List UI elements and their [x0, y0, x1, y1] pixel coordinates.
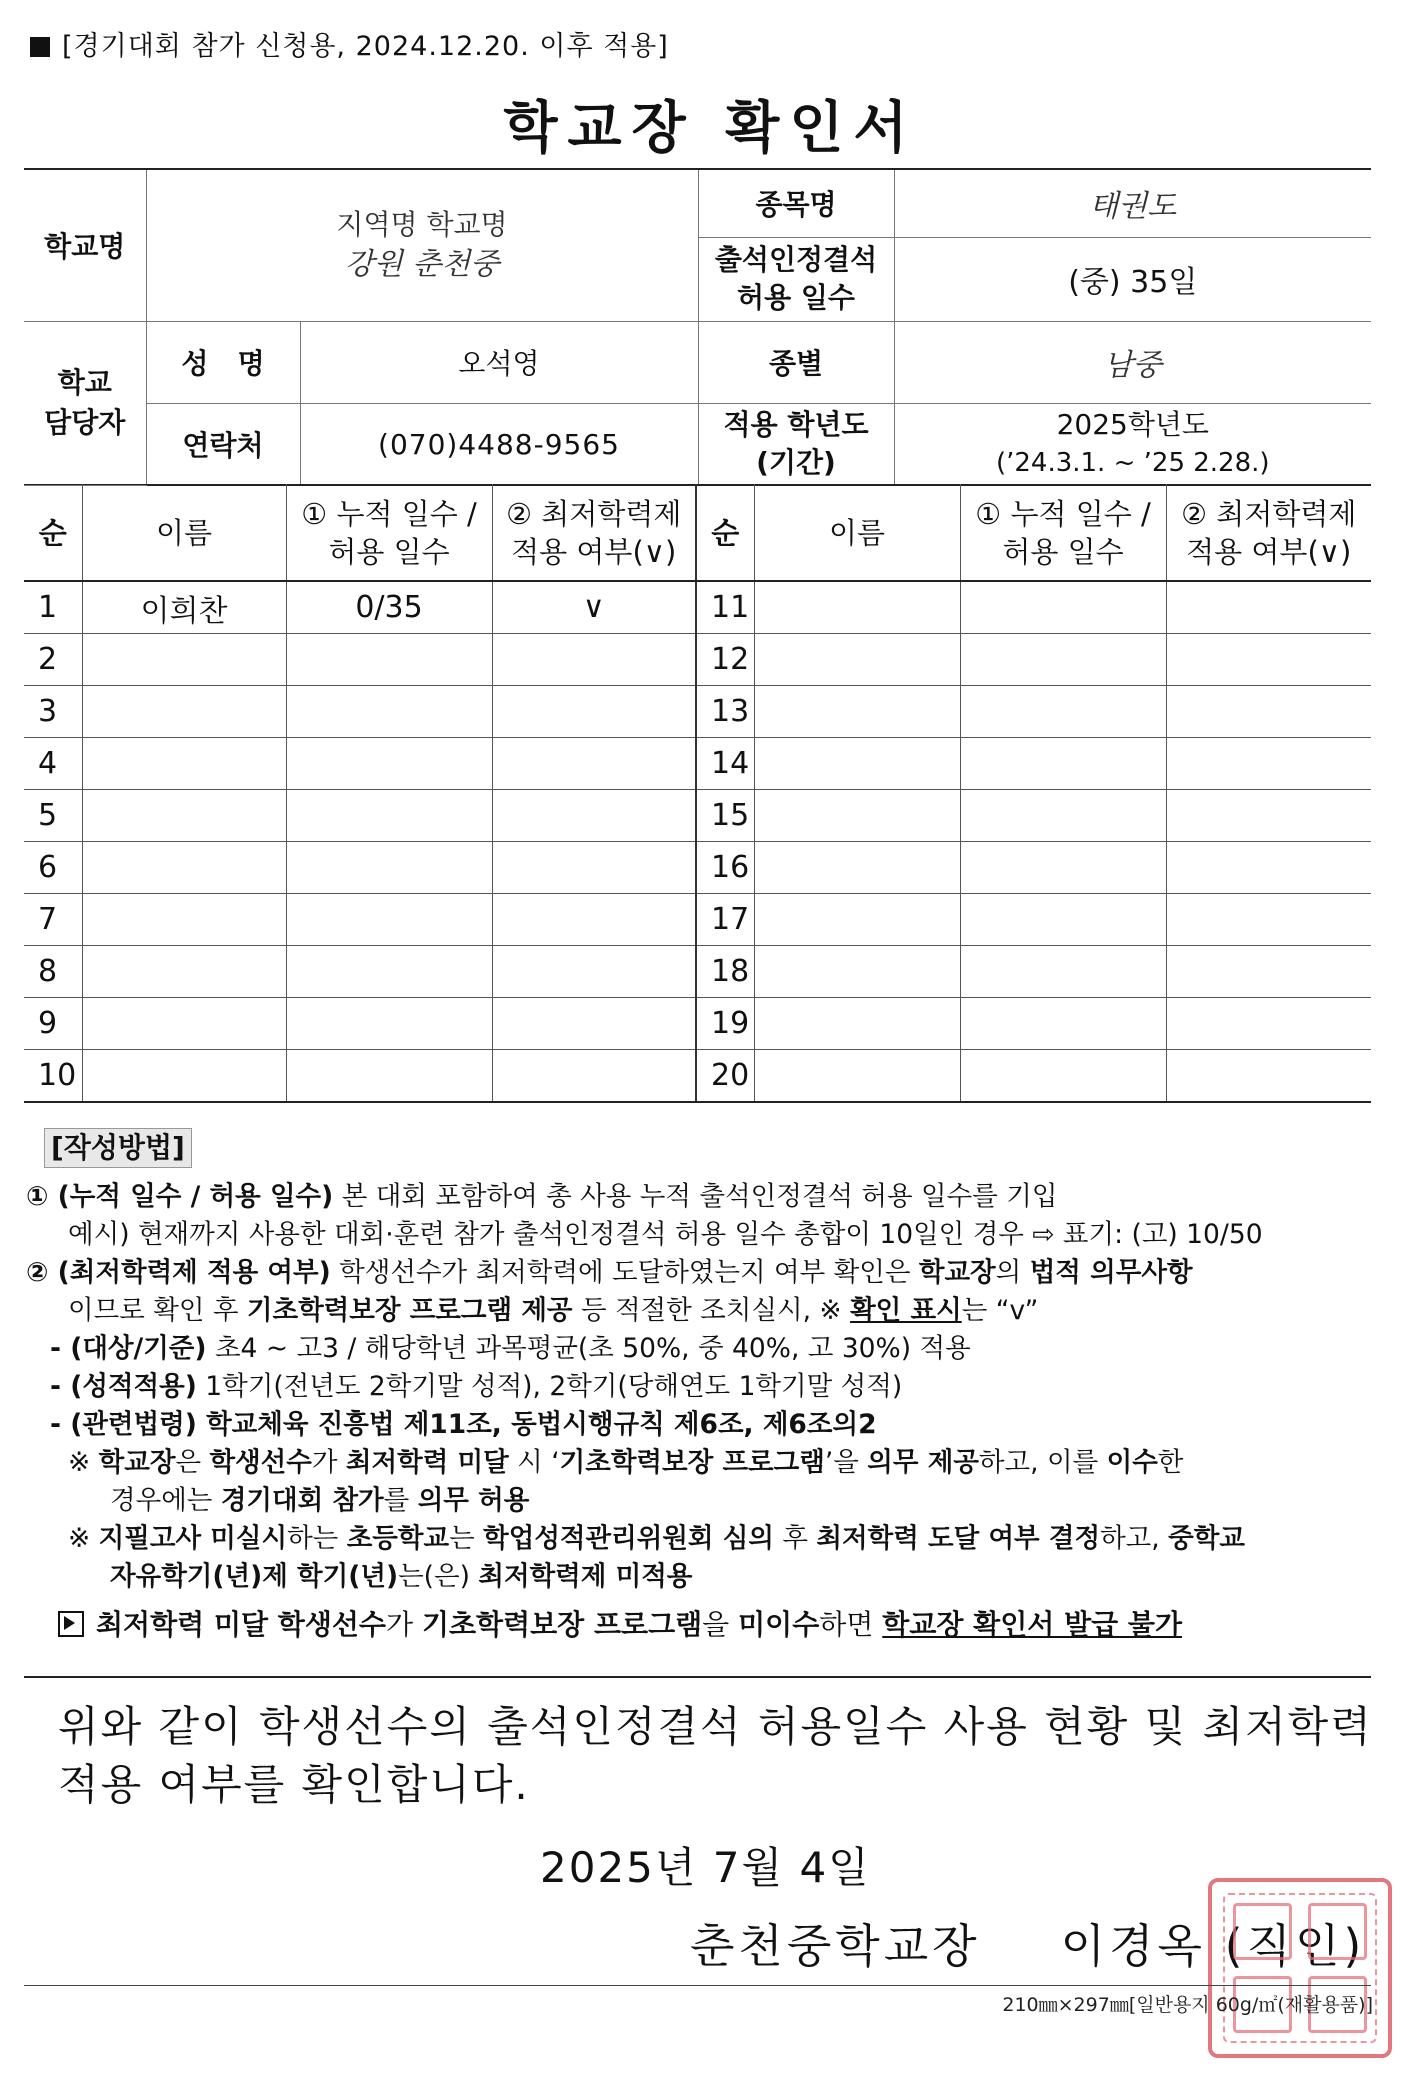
instruction-line-2: 예시) 현재까지 사용한 대회·훈련 참가 출석인정결석 허용 일수 총합이 10일인 경우 ⇨ 표기: (고) 10/50 — [68, 1219, 1263, 1250]
cell-no: 9 — [24, 998, 82, 1050]
cell-no: 7 — [24, 894, 82, 946]
paper-spec: 210㎜×297㎜[일반용지 60g/㎡(재활용품)] — [1002, 1994, 1373, 2016]
cell-no: 17 — [696, 894, 754, 946]
school-label: 학교명 — [24, 169, 146, 321]
header-min-left: ② 최저학력제 적용 여부(∨) — [492, 485, 696, 582]
cell-min — [492, 790, 696, 842]
cell-name — [82, 894, 286, 946]
name-label: 성 명 — [146, 321, 300, 403]
header-days-right: ① 누적 일수 / 허용 일수 — [960, 485, 1166, 582]
cell-name — [82, 946, 286, 998]
cell-name — [754, 738, 960, 790]
year-label: 적용 학년도 (기간) — [698, 403, 894, 485]
issue-date: 2025년 7월 4일 — [540, 1843, 871, 1892]
school-hint: 지역명 학교명 — [336, 208, 508, 242]
instruction-line-10: ※ 지필고사 미실시하는 초등학교는 학업성적관리위원회 심의 후 최저학력 도달 여부 결정하고, 중학교 — [68, 1523, 1245, 1554]
table-row — [24, 946, 1371, 998]
cell-name — [82, 634, 286, 686]
cell-days: 0/35 — [286, 581, 492, 634]
cell-days — [286, 894, 492, 946]
instructions-title: [작성방법] — [44, 1128, 192, 1168]
principal-org: 춘천중학교장 — [690, 1919, 981, 1973]
cell-days — [286, 1050, 492, 1103]
header-min-right: ② 최저학력제 적용 여부(∨) — [1166, 485, 1371, 582]
cell-name — [82, 998, 286, 1050]
instruction-line-5: - (대상/기준) 초4 ~ 고3 / 해당학년 과목평균(초 50%, 중 40%, 고 30%) 적용 — [50, 1333, 971, 1364]
cell-days — [286, 790, 492, 842]
cell-min — [1166, 894, 1371, 946]
arrow-box-icon — [58, 1611, 84, 1637]
cell-days — [960, 1050, 1166, 1103]
cell-no: 1 — [24, 581, 82, 634]
confirmation-text: 위와 같이 학생선수의 출석인정결석 허용일수 사용 현황 및 최저학력 적용 여부를 확인합니다. — [58, 1702, 1373, 1809]
cell-name — [754, 946, 960, 998]
cell-min — [492, 998, 696, 1050]
cell-name — [82, 686, 286, 738]
cell-days — [960, 894, 1166, 946]
form-usage-note: [경기대회 참가 신청용, 2024.12.20. 이후 적용] — [30, 24, 669, 63]
instruction-line-8: ※ 학교장은 학생선수가 최저학력 미달 시 ‘기초학력보장 프로그램’을 의무 제공하고, 이를 이수한 — [68, 1447, 1184, 1478]
instruction-line-7: - (관련법령) 학교체육 진흥법 제11조, 동법시행규칙 제6조, 제6조의2 — [50, 1409, 877, 1440]
cell-min — [492, 738, 696, 790]
cell-no: 16 — [696, 842, 754, 894]
cell-no: 11 — [696, 581, 754, 634]
cell-days — [286, 738, 492, 790]
document-title: 학교장 확인서 — [503, 96, 918, 161]
cell-min — [1166, 790, 1371, 842]
table-row — [24, 1050, 1371, 1103]
cell-name — [82, 790, 286, 842]
cell-name — [754, 894, 960, 946]
cell-no: 2 — [24, 634, 82, 686]
table-row — [24, 842, 1371, 894]
cell-days — [960, 842, 1166, 894]
cell-min — [492, 1050, 696, 1103]
cell-no: 20 — [696, 1050, 754, 1103]
cell-no: 15 — [696, 790, 754, 842]
cell-min — [492, 686, 696, 738]
cell-days — [960, 738, 1166, 790]
table-row — [24, 686, 1371, 738]
table-row — [24, 738, 1371, 790]
cell-name — [754, 998, 960, 1050]
principal-name: 이경옥 — [1060, 1919, 1206, 1973]
cell-name — [754, 1050, 960, 1103]
cell-min — [492, 894, 696, 946]
roster-body — [24, 581, 1371, 1102]
header-name-left: 이름 — [82, 485, 286, 582]
cell-days — [960, 998, 1166, 1050]
school-value: 강원 춘천중 — [344, 247, 500, 283]
sport-value: 태권도 — [894, 169, 1371, 237]
cell-no: 3 — [24, 686, 82, 738]
roster-table — [24, 484, 1371, 1103]
table-row — [24, 581, 1371, 634]
cell-no: 12 — [696, 634, 754, 686]
cell-days — [960, 581, 1166, 634]
cell-min — [1166, 738, 1371, 790]
cell-min — [1166, 998, 1371, 1050]
cell-days — [960, 790, 1166, 842]
divider-top — [24, 1676, 1371, 1678]
contact-label: 연락처 — [146, 403, 300, 485]
cell-no: 14 — [696, 738, 754, 790]
cell-min — [492, 946, 696, 998]
allow-days-label: 출석인정결석 허용 일수 — [698, 237, 894, 321]
cell-no: 13 — [696, 686, 754, 738]
cell-no: 19 — [696, 998, 754, 1050]
cell-name — [754, 686, 960, 738]
cell-days — [960, 686, 1166, 738]
staff-label: 학교 담당자 — [24, 321, 146, 485]
cell-name — [754, 581, 960, 634]
cell-no: 6 — [24, 842, 82, 894]
cell-days — [286, 998, 492, 1050]
table-row — [24, 634, 1371, 686]
instructions — [26, 1128, 1371, 1644]
divider-bottom — [24, 1985, 1371, 1986]
cell-days — [286, 634, 492, 686]
cell-no: 8 — [24, 946, 82, 998]
sport-label: 종목명 — [698, 169, 894, 237]
cell-min — [1166, 634, 1371, 686]
cell-name — [82, 842, 286, 894]
gender-value: 남중 — [894, 321, 1371, 403]
cell-min — [1166, 686, 1371, 738]
cell-min — [1166, 581, 1371, 634]
cell-name — [82, 738, 286, 790]
cell-no: 18 — [696, 946, 754, 998]
allow-days-value: (중) 35일 — [894, 237, 1371, 321]
instruction-line-9: 경우에는 경기대회 참가를 의무 허용 — [110, 1485, 530, 1516]
header-name-right: 이름 — [754, 485, 960, 582]
name-value: 오석영 — [300, 321, 698, 403]
instruction-line-6: - (성적적용) 1학기(전년도 2학기말 성적), 2학기(당해연도 1학기말 성적) — [50, 1371, 903, 1402]
cell-days — [286, 946, 492, 998]
school-cell — [146, 169, 698, 321]
instruction-line-3: ② (최저학력제 적용 여부) 학생선수가 최저학력에 도달하였는지 여부 확인은 학교장의 법적 의무사항 — [26, 1257, 1193, 1288]
cell-days — [286, 842, 492, 894]
cell-min — [492, 634, 696, 686]
cell-min: ∨ — [492, 581, 696, 634]
square-bullet-icon — [30, 37, 50, 57]
cell-name — [754, 842, 960, 894]
header-days-left: ① 누적 일수 / 허용 일수 — [286, 485, 492, 582]
final-notice: 최저학력 미달 학생선수가 기초학력보장 프로그램을 미이수하면 학교장 확인서 발급 불가 — [26, 1606, 1371, 1644]
table-row — [24, 894, 1371, 946]
cell-min — [1166, 1050, 1371, 1103]
cell-min — [1166, 842, 1371, 894]
instruction-line-4: 이므로 확인 후 기초학력보장 프로그램 제공 등 적절한 조치실시, ※ 확인 표시는 “v” — [68, 1295, 1039, 1326]
contact-value: (070)4488-9565 — [300, 403, 698, 485]
cell-days — [286, 686, 492, 738]
seal-label: (직인) — [1224, 1919, 1366, 1973]
cell-name — [754, 790, 960, 842]
cell-name: 이희찬 — [82, 581, 286, 634]
cell-days — [960, 634, 1166, 686]
instruction-line-11: 자유학기(년)제 학기(년)는(은) 최저학력제 미적용 — [110, 1561, 693, 1592]
header-no-left: 순 — [24, 485, 82, 582]
info-table — [24, 168, 1371, 486]
table-row — [24, 790, 1371, 842]
cell-no: 10 — [24, 1050, 82, 1103]
official-seal-stamp — [1208, 1878, 1392, 2058]
table-row — [24, 998, 1371, 1050]
cell-no: 4 — [24, 738, 82, 790]
gender-label: 종별 — [698, 321, 894, 403]
cell-min — [492, 842, 696, 894]
cell-name — [754, 634, 960, 686]
cell-no: 5 — [24, 790, 82, 842]
year-value: 2025학년도 (’24.3.1. ~ ’25 2.28.) — [894, 403, 1371, 485]
cell-days — [960, 946, 1166, 998]
instruction-line-1: ① (누적 일수 / 허용 일수) 본 대회 포함하여 총 사용 누적 출석인정결석 허용 일수를 기입 — [26, 1181, 1058, 1212]
cell-min — [1166, 946, 1371, 998]
header-no-right: 순 — [696, 485, 754, 582]
cell-name — [82, 1050, 286, 1103]
